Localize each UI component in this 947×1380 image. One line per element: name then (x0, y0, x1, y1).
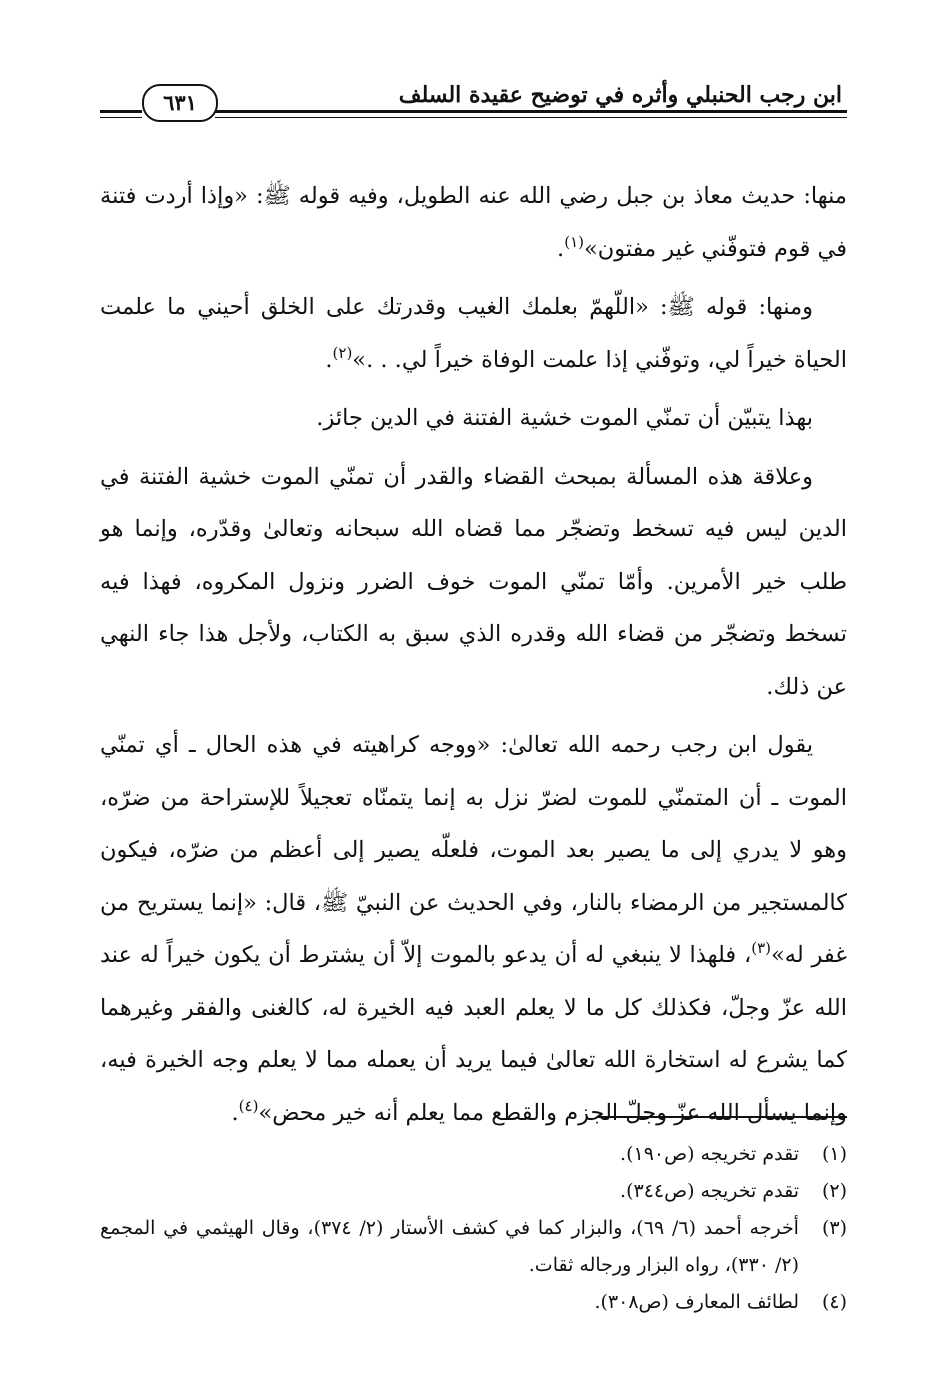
footnotes (100, 1136, 847, 1321)
footnote-text: تقدم تخريجه (ص١٩٠). (620, 1143, 799, 1165)
paragraph-1-text: منها: حديث معاذ بن جبل رضي الله عنه الطويل، وفيه قوله ﷺ: «وإذا أردت فتنة في قوم فتوفّني غير مفتون» (100, 183, 847, 262)
paragraph-5-text-b: ، فلهذا لا ينبغي له أن يدعو بالموت إلاّ أن يشترط أن يكون خيراً له عند الله عزّ وجلّ، فكذلك كل ما لا يعلم العبد فيه الخيرة له، كالغنى والفقر وغيرهما كما يشرع له استخارة الله تعالىٰ فيما يريد أن يعمله مما لا يعلم وجه الخيرة فيه، وإنما يسأل الله عزّ وجلّ الجزم والقطع مما يعلم أنه خير محض» (100, 942, 847, 1126)
footnote-ref-1: (١) (564, 232, 584, 251)
paragraph-5-text-a: يقول ابن رجب رحمه الله تعالىٰ: «ووجه كراهيته في هذه الحال ـ أي تمنّي الموت ـ أن المتمنّي للموت لضرّ نزل به إنما يتمنّاه تعجيلاً للإستراحة من ضرّه، وهو لا يدري إلى ما يصير بعد الموت، فلعلّه يصير إلى أعظم من ضرّه، فيكون كالمستجير من الرمضاء بالنار، وفي الحديث عن النبيّ ﷺ، قال: «إنما يستريح من غفر له» (100, 732, 848, 968)
paragraph-5 (100, 719, 847, 1139)
footnote-text: أخرجه أحمد (٦/ ٦٩)، والبزار كما في كشف الأستار (٢/ ٣٧٤)، وقال الهيثمي في المجمع (٢/ ٣٣٠)، رواه البزار ورجاله ثقات. (100, 1217, 799, 1276)
paragraph-2-end: . (325, 346, 333, 373)
footnote-text: تقدم تخريجه (ص٣٤٤). (620, 1180, 799, 1202)
footnote-2 (100, 1173, 847, 1210)
paragraph-2 (100, 281, 847, 386)
paragraph-3: بهذا يتبيّن أن تمنّي الموت خشية الفتنة في الدين جائز. (316, 405, 813, 431)
page-number: ٦٣١ (142, 84, 218, 122)
main-text (100, 170, 847, 1145)
footnote-ref-3: (٣) (751, 939, 771, 957)
paragraph-1 (100, 170, 847, 275)
header-rule (215, 110, 847, 118)
footnote-ref-4: (٤) (238, 1096, 259, 1115)
header-rule-left (100, 110, 142, 118)
paragraph-2-text: ومنها: قوله ﷺ: «اللّهمّ بعلمك الغيب وقدرتك على الخلق أحيني ما علمت الحياة خيراً لي، وتوفّني إذا علمت الوفاة خيراً لي. . .» (100, 294, 847, 373)
footnote-text: لطائف المعارف (ص٣٠٨). (594, 1291, 799, 1313)
running-title: ابن رجب الحنبلي وأثره في توضيح عقيدة السلف (398, 82, 842, 108)
footnote-number: (٣) (821, 1217, 847, 1239)
footnote-ref-2: (٢) (332, 343, 353, 362)
footnote-number: (١) (821, 1143, 847, 1165)
footnote-3 (100, 1210, 847, 1284)
footnote-separator (597, 1116, 847, 1118)
paragraph-1-end: . (557, 235, 565, 262)
footnote-4 (100, 1284, 847, 1321)
footnote-number: (٢) (821, 1180, 847, 1202)
footnote-number: (٤) (821, 1291, 847, 1313)
paragraph-5-end: . (231, 1099, 239, 1126)
footnote-1 (100, 1136, 847, 1173)
paragraph-4: وعلاقة هذه المسألة بمبحث القضاء والقدر أن تمنّي الموت خشية الفتنة في الدين ليس فيه تسخط وتضجّر مما قضاه الله سبحانه وتعالىٰ وقدّره، وإنما هو طلب خير الأمرين. وأمّا تمنّي الموت خوف الضرر ونزول المكروه، فهذا فيه تسخط وتضجّر من قضاء الله وقدره الذي سبق به الكتاب، ولأجل هذا جاء النهي عن ذلك. (100, 463, 847, 700)
